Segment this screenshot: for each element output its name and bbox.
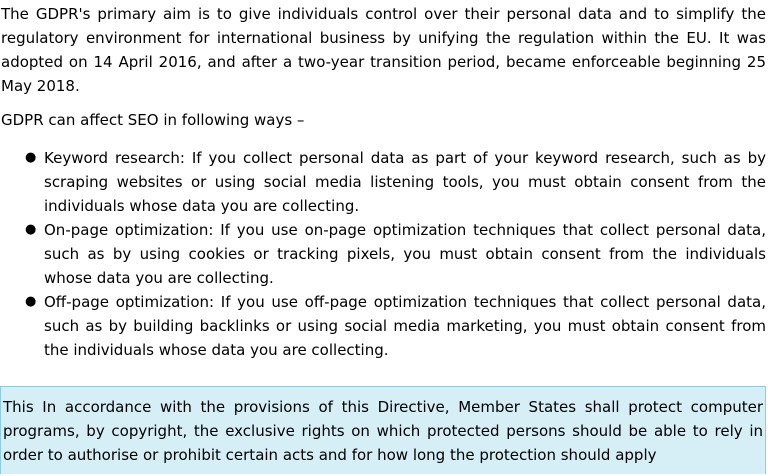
bullet-icon: ● [25, 150, 37, 165]
bullet-icon: ● [25, 294, 37, 309]
list-item [25, 146, 766, 218]
list-item-text: Off-page optimization: If you use off-page optimization techniques that collect personal data, such as by building backlinks or using social media marketing, you must obtain consent from the individuals whose data you are collecting. [44, 293, 766, 359]
list-item [25, 218, 766, 290]
info-note-box [0, 386, 766, 474]
seo-effects-list [1, 146, 766, 362]
list-item-text: Keyword research: If you collect personal data as part of your keyword research, such as by scraping websites or using social media listening tools, you must obtain consent from the individuals whose data you are collecting. [44, 149, 766, 215]
list-item-text: On-page optimization: If you use on-page optimization techniques that collect personal data, such as by using cookies or tracking pixels, you must obtain consent from the individuals whose data you are collecting. [44, 221, 766, 287]
article-body [0, 2, 768, 362]
list-lead-paragraph: GDPR can affect SEO in following ways – [1, 111, 305, 129]
intro-paragraph: The GDPR's primary aim is to give individuals control over their personal data and to simplify the regulatory environment for international business by unifying the regulation within the EU. It was adopted on 14 April 2016, and after a two-year transition period, became enforceable beginning 25 May 2018. [1, 5, 766, 95]
list-item [25, 290, 766, 362]
info-note-text: This In accordance with the provisions of this Directive, Member States shall protect computer programs, by copyright, the exclusive rights on which protected persons should be able to rely in order to authorise or prohibit certain acts and for how long the protection should apply [3, 398, 763, 464]
bullet-icon: ● [25, 222, 37, 237]
